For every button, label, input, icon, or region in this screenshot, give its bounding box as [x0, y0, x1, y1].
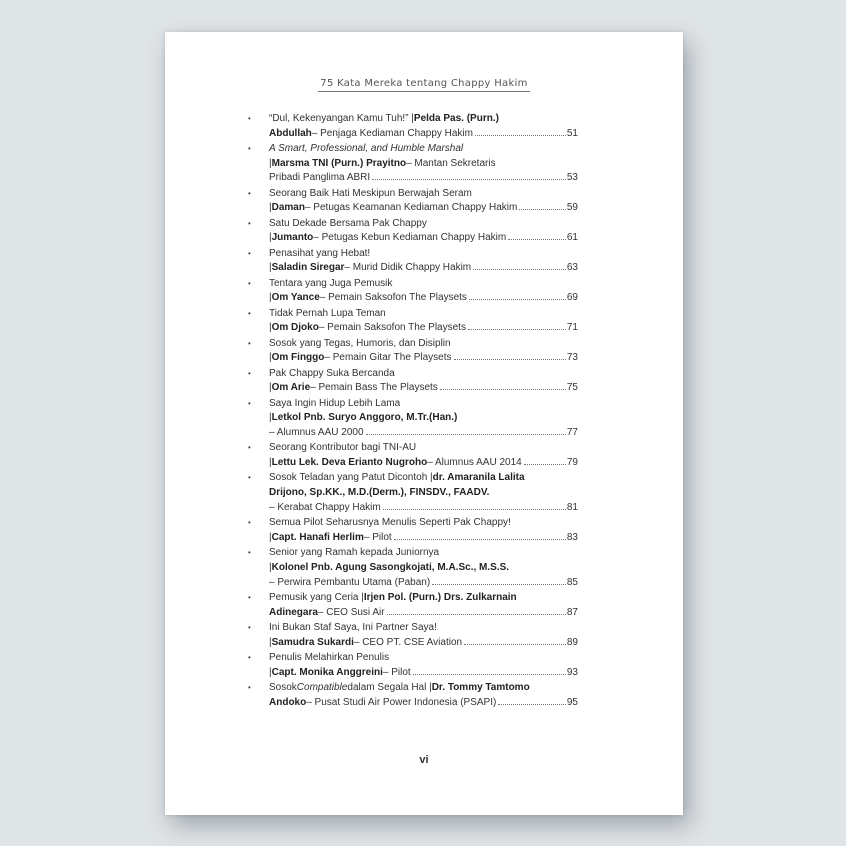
- toc-entry[interactable]: • Seorang Baik Hati Meskipun Berwajah Seram | Daman – Petugas Keamanan Kediaman Chappy Hakim 59: [248, 187, 578, 216]
- toc-entry[interactable]: • Penulis Melahirkan Penulis | Capt. Monika Anggreini – Pilot 93: [248, 651, 578, 680]
- toc-entry[interactable]: • Semua Pilot Seharusnya Menulis Seperti Pak Chappy! | Capt. Hanafi Herlim – Pilot 83: [248, 516, 578, 545]
- page-number: 81: [566, 501, 578, 513]
- leader-dots: [468, 329, 566, 330]
- page-number: 77: [566, 427, 578, 439]
- folio-page-number: vi: [419, 754, 429, 766]
- toc-entry[interactable]: • Tentara yang Juga Pemusik | Om Yance – Pemain Saksofon The Playsets 69: [248, 277, 578, 306]
- toc-entry[interactable]: • Satu Dekade Bersama Pak Chappy | Jumanto – Petugas Kebun Kediaman Chappy Hakim 61: [248, 217, 578, 246]
- leader-dots: [475, 135, 566, 136]
- leader-dots: [454, 359, 566, 360]
- toc-entry[interactable]: • Ini Bukan Staf Saya, Ini Partner Saya! | Samudra Sukardi – CEO PT. CSE Aviation 89: [248, 621, 578, 650]
- toc-entry[interactable]: • Penasihat yang Hebat! | Saladin Siregar – Murid Didik Chappy Hakim 63: [248, 247, 578, 276]
- page-number: 75: [566, 382, 578, 394]
- leader-dots: [372, 179, 566, 180]
- page-number: 63: [566, 262, 578, 274]
- leader-dots: [508, 239, 566, 240]
- page-number: 83: [566, 531, 578, 543]
- leader-dots: [383, 509, 566, 510]
- leader-dots: [366, 434, 566, 435]
- page-number: 69: [566, 292, 578, 304]
- leader-dots: [387, 614, 566, 615]
- leader-dots: [413, 674, 566, 675]
- toc-entry[interactable]: • Saya Ingin Hidup Lebih Lama | Letkol Pnb. Suryo Anggoro, M.Tr.(Han.) – Alumnus AAU 2000 77: [248, 397, 578, 441]
- page-number: 95: [566, 696, 578, 708]
- leader-dots: [498, 704, 566, 705]
- toc-entry[interactable]: • Sosok yang Tegas, Humoris, dan Disiplin | Om Finggo – Pemain Gitar The Playsets 73: [248, 337, 578, 366]
- leader-dots: [432, 584, 566, 585]
- leader-dots: [464, 644, 566, 645]
- toc-entry[interactable]: • Senior yang Ramah kepada Juniornya | Kolonel Pnb. Agung Sasongkojati, M.A.Sc., M.S.S. – Perwira Pembantu Utama (Paban) 85: [248, 546, 578, 590]
- page-number: 71: [566, 322, 578, 334]
- book-page: [165, 32, 683, 815]
- toc-entry[interactable]: • Pemusik yang Ceria | Irjen Pol. (Purn.) Drs. Zulkarnain Adinegara – CEO Susi Air 87: [248, 591, 578, 620]
- table-of-contents: [248, 112, 578, 711]
- toc-entry[interactable]: • Tidak Pernah Lupa Teman | Om Djoko – Pemain Saksofon The Playsets 71: [248, 307, 578, 336]
- toc-entry[interactable]: • A Smart, Professional, and Humble Marshal | Marsma TNI (Purn.) Prayitno – Mantan Sekretaris Pribadi Panglima ABRI 53: [248, 142, 578, 186]
- leader-dots: [469, 299, 566, 300]
- page-number: 89: [566, 636, 578, 648]
- toc-entry[interactable]: • Sosok Compatible dalam Segala Hal | Dr. Tommy Tamtomo Andoko – Pusat Studi Air Power Indonesia (PSAPI) 95: [248, 681, 578, 710]
- page-number: 59: [566, 202, 578, 214]
- toc-entry[interactable]: • “Dul, Kekenyangan Kamu Tuh!” | Pelda Pas. (Purn.) Abdullah – Penjaga Kediaman Chappy Hakim 51: [248, 112, 578, 141]
- page-number: 87: [566, 606, 578, 618]
- page-number: 93: [566, 666, 578, 678]
- running-head: 75 Kata Mereka tentang Chappy Hakim: [165, 78, 683, 89]
- page-number: 73: [566, 352, 578, 364]
- page-number: 85: [566, 576, 578, 588]
- leader-dots: [394, 539, 566, 540]
- toc-entry[interactable]: • Pak Chappy Suka Bercanda | Om Arie – Pemain Bass The Playsets 75: [248, 367, 578, 396]
- page-number: 79: [566, 457, 578, 469]
- page-number: 53: [566, 172, 578, 184]
- leader-dots: [473, 269, 566, 270]
- leader-dots: [519, 209, 566, 210]
- toc-entry[interactable]: • Seorang Kontributor bagi TNI-AU | Lettu Lek. Deva Erianto Nugroho – Alumnus AAU 2014 79: [248, 441, 578, 470]
- toc-entry[interactable]: • Sosok Teladan yang Patut Dicontoh | dr. Amaranila Lalita Drijono, Sp.KK., M.D.(Derm.), FINSDV., FAADV. – Kerabat Chappy Hakim 81: [248, 471, 578, 515]
- leader-dots: [524, 464, 566, 465]
- page-number: 61: [566, 232, 578, 244]
- page-number: 51: [566, 127, 578, 139]
- leader-dots: [440, 389, 566, 390]
